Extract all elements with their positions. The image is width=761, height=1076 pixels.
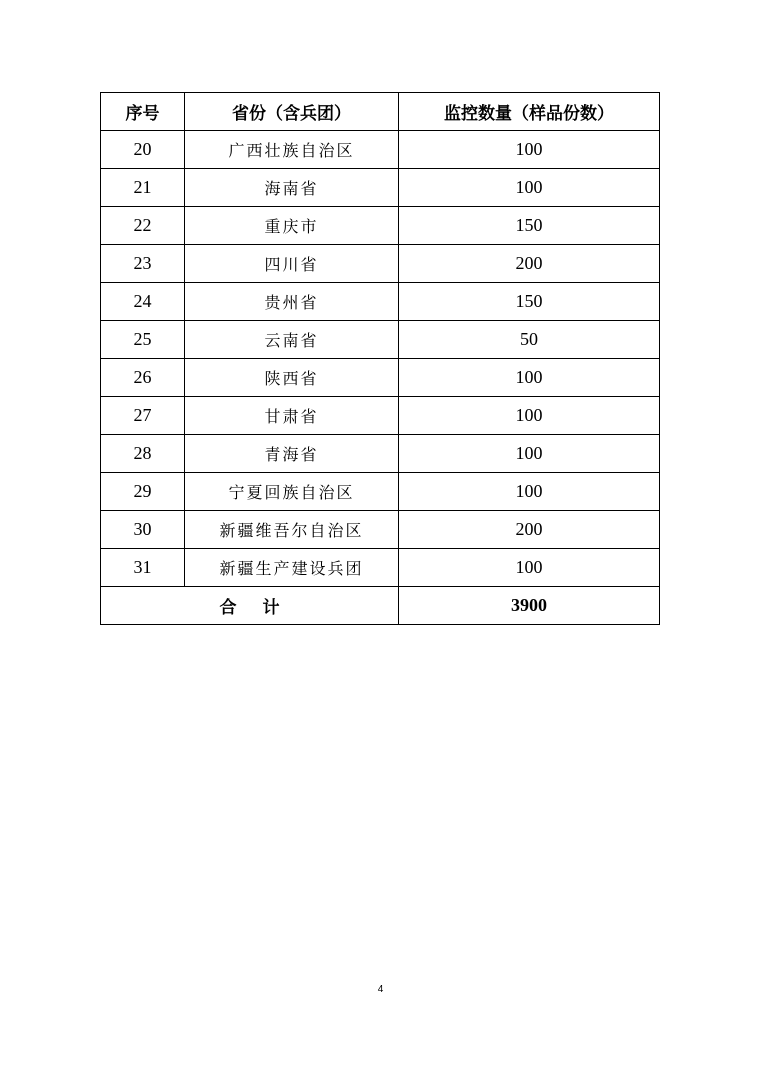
row-province: 重庆市 — [185, 207, 399, 245]
table-row — [101, 169, 660, 207]
row-serial-number: 21 — [101, 169, 185, 207]
table-row — [101, 283, 660, 321]
table-row — [101, 359, 660, 397]
table-total-row — [101, 587, 660, 625]
row-serial-number: 22 — [101, 207, 185, 245]
row-serial-number: 23 — [101, 245, 185, 283]
row-serial-number: 27 — [101, 397, 185, 435]
total-label: 合计 — [101, 587, 399, 625]
table-row — [101, 397, 660, 435]
row-quantity: 100 — [399, 435, 660, 473]
row-quantity: 100 — [399, 131, 660, 169]
monitoring-table — [100, 92, 660, 625]
row-province: 新疆生产建设兵团 — [185, 549, 399, 587]
table-row — [101, 511, 660, 549]
row-province: 云南省 — [185, 321, 399, 359]
table-row — [101, 473, 660, 511]
header-serial-number: 序号 — [101, 93, 185, 131]
monitoring-table-container — [100, 92, 659, 625]
row-quantity: 200 — [399, 245, 660, 283]
row-quantity: 100 — [399, 359, 660, 397]
row-province: 宁夏回族自治区 — [185, 473, 399, 511]
total-value: 3900 — [399, 587, 660, 625]
row-province: 海南省 — [185, 169, 399, 207]
row-province: 陕西省 — [185, 359, 399, 397]
row-quantity: 100 — [399, 397, 660, 435]
table-row — [101, 131, 660, 169]
row-serial-number: 20 — [101, 131, 185, 169]
table-header-row — [101, 93, 660, 131]
table-row — [101, 245, 660, 283]
row-quantity: 200 — [399, 511, 660, 549]
row-serial-number: 24 — [101, 283, 185, 321]
row-serial-number: 30 — [101, 511, 185, 549]
row-province: 四川省 — [185, 245, 399, 283]
row-serial-number: 29 — [101, 473, 185, 511]
row-province: 甘肃省 — [185, 397, 399, 435]
table-row — [101, 435, 660, 473]
row-province: 新疆维吾尔自治区 — [185, 511, 399, 549]
row-serial-number: 31 — [101, 549, 185, 587]
row-province: 青海省 — [185, 435, 399, 473]
row-province: 广西壮族自治区 — [185, 131, 399, 169]
row-quantity: 100 — [399, 549, 660, 587]
table-row — [101, 321, 660, 359]
page-number: 4 — [377, 984, 384, 995]
table-row — [101, 207, 660, 245]
row-quantity: 100 — [399, 473, 660, 511]
row-province: 贵州省 — [185, 283, 399, 321]
row-quantity: 150 — [399, 207, 660, 245]
header-province: 省份（含兵团） — [185, 93, 399, 131]
row-serial-number: 28 — [101, 435, 185, 473]
row-serial-number: 25 — [101, 321, 185, 359]
row-quantity: 100 — [399, 169, 660, 207]
row-quantity: 50 — [399, 321, 660, 359]
header-monitoring-quantity: 监控数量（样品份数） — [399, 93, 660, 131]
row-quantity: 150 — [399, 283, 660, 321]
table-row — [101, 549, 660, 587]
row-serial-number: 26 — [101, 359, 185, 397]
